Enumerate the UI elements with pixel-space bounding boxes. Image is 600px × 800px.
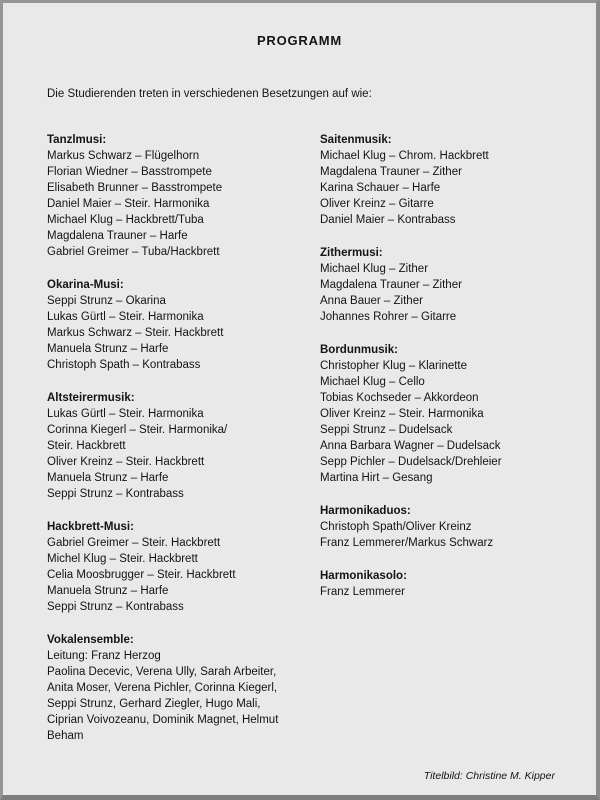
member-line: Seppi Strunz – Kontrabass bbox=[47, 601, 184, 613]
ensemble-section bbox=[320, 568, 566, 600]
section-heading: Saitenmusik: bbox=[320, 134, 392, 146]
member-line: Franz Lemmerer/Markus Schwarz bbox=[320, 537, 494, 549]
member-line: Magdalena Trauner – Zither bbox=[320, 279, 462, 291]
member-line: Seppi Strunz – Okarina bbox=[47, 295, 166, 307]
member-line: Florian Wiedner – Basstrompete bbox=[47, 166, 212, 178]
ensemble-section bbox=[47, 632, 320, 744]
member-line: Ciprian Voivozeanu, Dominik Magnet, Helmut bbox=[47, 714, 279, 726]
section-heading: Altsteirermusik: bbox=[47, 392, 135, 404]
section-heading: Harmonikasolo: bbox=[320, 570, 407, 582]
member-line: Celia Moosbrugger – Steir. Hackbrett bbox=[47, 569, 236, 581]
member-line: Corinna Kiegerl – Steir. Harmonika/ bbox=[47, 424, 228, 436]
member-line: Franz Lemmerer bbox=[320, 586, 405, 598]
member-line: Seppi Strunz – Kontrabass bbox=[47, 488, 184, 500]
ensemble-section bbox=[47, 277, 320, 373]
member-line: Elisabeth Brunner – Basstrompete bbox=[47, 182, 223, 194]
member-line: Lukas Gürtl – Steir. Harmonika bbox=[47, 408, 204, 420]
member-line: Oliver Kreinz – Gitarre bbox=[320, 198, 434, 210]
member-line: Manuela Strunz – Harfe bbox=[47, 343, 169, 355]
ensemble-section bbox=[320, 132, 566, 228]
section-heading: Tanzlmusi: bbox=[47, 134, 107, 146]
ensemble-section bbox=[320, 245, 566, 325]
page-title: PROGRAMM bbox=[256, 33, 343, 48]
intro-text: Die Studierenden treten in verschiedenen Besetzungen auf wie: bbox=[47, 88, 372, 100]
member-line: Christoph Spath/Oliver Kreinz bbox=[320, 521, 472, 533]
member-line: Anna Bauer – Zither bbox=[320, 295, 423, 307]
member-line: Lukas Gürtl – Steir. Harmonika bbox=[47, 311, 204, 323]
ensemble-section bbox=[320, 342, 566, 486]
member-line: Seppi Strunz, Gerhard Ziegler, Hugo Mali, bbox=[47, 698, 261, 710]
member-line: Markus Schwarz – Steir. Hackbrett bbox=[47, 327, 224, 339]
column-left bbox=[47, 132, 320, 744]
member-line: Magdalena Trauner – Harfe bbox=[47, 230, 188, 242]
member-line: Daniel Maier – Steir. Harmonika bbox=[47, 198, 210, 210]
section-heading: Hackbrett-Musi: bbox=[47, 521, 134, 533]
member-line: Michael Klug – Cello bbox=[320, 376, 425, 388]
section-heading: Bordunmusik: bbox=[320, 344, 398, 356]
member-line: Gabriel Greimer – Tuba/Hackbrett bbox=[47, 246, 220, 258]
member-line: Martina Hirt – Gesang bbox=[320, 472, 433, 484]
cover-image-credit: Titelbild: Christine M. Kipper bbox=[423, 770, 555, 782]
member-line: Michael Klug – Chrom. Hackbrett bbox=[320, 150, 489, 162]
member-line: Beham bbox=[47, 730, 84, 742]
member-line: Oliver Kreinz – Steir. Harmonika bbox=[320, 408, 484, 420]
member-line: Sepp Pichler – Dudelsack/Drehleier bbox=[320, 456, 502, 468]
member-line: Christopher Klug – Klarinette bbox=[320, 360, 468, 372]
member-line: Tobias Kochseder – Akkordeon bbox=[320, 392, 479, 404]
member-line: Steir. Hackbrett bbox=[47, 440, 126, 452]
ensemble-section bbox=[320, 503, 566, 551]
ensemble-section bbox=[47, 132, 320, 260]
member-line: Markus Schwarz – Flügelhorn bbox=[47, 150, 200, 162]
member-line: Michael Klug – Hackbrett/Tuba bbox=[47, 214, 204, 226]
member-line: Daniel Maier – Kontrabass bbox=[320, 214, 456, 226]
member-line: Johannes Rohrer – Gitarre bbox=[320, 311, 457, 323]
section-heading: Vokalensemble: bbox=[47, 634, 134, 646]
ensemble-columns bbox=[47, 132, 566, 744]
ensemble-section bbox=[47, 519, 320, 615]
section-heading: Harmonikaduos: bbox=[320, 505, 411, 517]
member-line: Leitung: Franz Herzog bbox=[47, 650, 161, 662]
member-line: Michel Klug – Steir. Hackbrett bbox=[47, 553, 198, 565]
column-right bbox=[320, 132, 566, 744]
member-line: Manuela Strunz – Harfe bbox=[47, 585, 169, 597]
member-line: Paolina Decevic, Verena Ully, Sarah Arbeiter, bbox=[47, 666, 277, 678]
section-heading: Zithermusi: bbox=[320, 247, 383, 259]
member-line: Christoph Spath – Kontrabass bbox=[47, 359, 201, 371]
section-heading: Okarina-Musi: bbox=[47, 279, 124, 291]
ensemble-section bbox=[47, 390, 320, 502]
member-line: Oliver Kreinz – Steir. Hackbrett bbox=[47, 456, 205, 468]
member-line: Magdalena Trauner – Zither bbox=[320, 166, 462, 178]
member-line: Michael Klug – Zither bbox=[320, 263, 429, 275]
member-line: Anna Barbara Wagner – Dudelsack bbox=[320, 440, 501, 452]
member-line: Anita Moser, Verena Pichler, Corinna Kiegerl, bbox=[47, 682, 278, 694]
member-line: Karina Schauer – Harfe bbox=[320, 182, 441, 194]
member-line: Gabriel Greimer – Steir. Hackbrett bbox=[47, 537, 221, 549]
member-line: Manuela Strunz – Harfe bbox=[47, 472, 169, 484]
member-line: Seppi Strunz – Dudelsack bbox=[320, 424, 453, 436]
